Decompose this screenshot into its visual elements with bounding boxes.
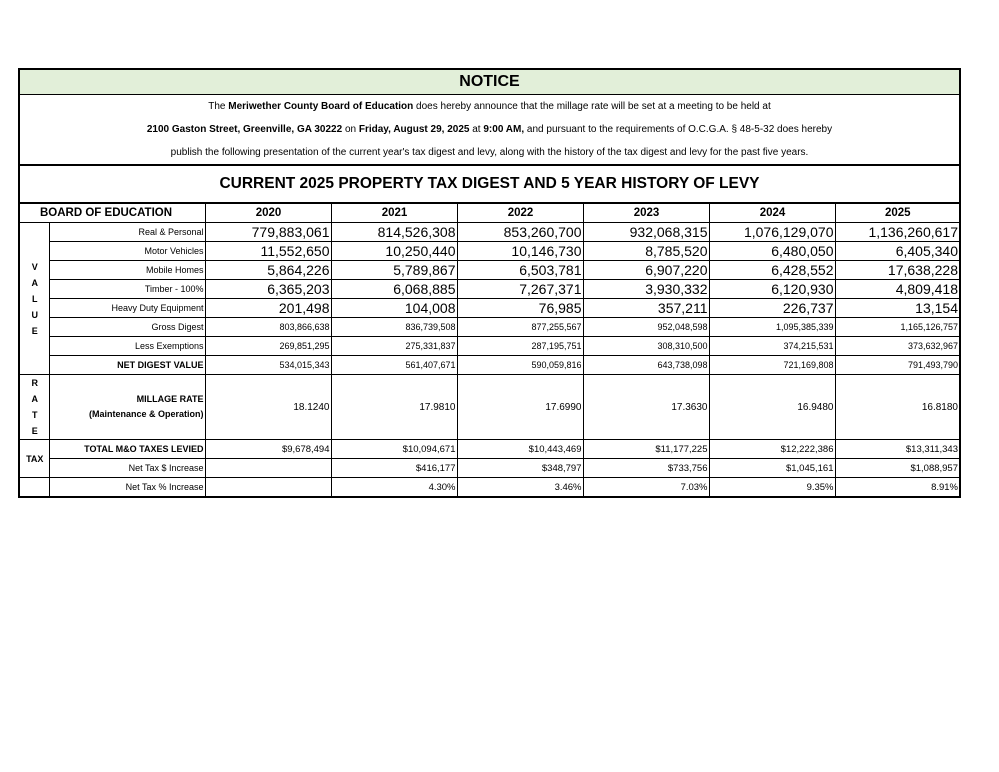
value-cell: 1,165,126,757 xyxy=(835,318,959,337)
value-cell: $11,177,225 xyxy=(583,440,709,459)
value-cell: 17.9810 xyxy=(331,375,457,440)
value-cell: 6,503,781 xyxy=(457,261,583,280)
row-label-line-1: MILLAGE RATE xyxy=(136,394,204,404)
value-cell: 7.03% xyxy=(583,478,709,497)
value-cell: 1,095,385,339 xyxy=(709,318,835,337)
value-cell: $1,088,957 xyxy=(835,459,959,478)
value-cell: 17,638,228 xyxy=(835,261,959,280)
notice-line-2-text-2: at xyxy=(469,124,484,135)
value-cell: 4.30% xyxy=(331,478,457,497)
row-label: Real & Personal xyxy=(49,223,205,242)
table-row-timber xyxy=(20,280,959,299)
value-cell: 201,498 xyxy=(205,299,331,318)
value-cell: $1,045,161 xyxy=(709,459,835,478)
value-cell: 269,851,295 xyxy=(205,337,331,356)
value-cell: 853,260,700 xyxy=(457,223,583,242)
meeting-time: 9:00 AM, xyxy=(483,124,525,135)
value-cell: $10,094,671 xyxy=(331,440,457,459)
side-letter: E xyxy=(31,426,38,436)
table-row-gross-digest xyxy=(20,318,959,337)
value-cell: 16.8180 xyxy=(835,375,959,440)
value-cell xyxy=(205,478,331,497)
value-cell: 1,136,260,617 xyxy=(835,223,959,242)
row-label xyxy=(49,375,205,440)
side-letter: T xyxy=(32,410,38,420)
side-letter: A xyxy=(31,277,38,288)
value-cell: 877,255,567 xyxy=(457,318,583,337)
value-cell: 76,985 xyxy=(457,299,583,318)
table-row-less-exemptions xyxy=(20,337,959,356)
rate-side-label xyxy=(20,375,49,440)
value-cell: 721,169,808 xyxy=(709,356,835,375)
side-letter: U xyxy=(31,309,38,320)
meeting-address: 2100 Gaston Street, Greenville, GA 30222 xyxy=(146,124,343,135)
table-row-net-tax-pct xyxy=(20,478,959,497)
row-label: TOTAL M&O TAXES LEVIED xyxy=(49,440,205,459)
notice-line-1 xyxy=(20,95,959,118)
year-header: 2024 xyxy=(709,204,835,223)
value-cell: $733,756 xyxy=(583,459,709,478)
side-letter: E xyxy=(31,325,38,336)
notice-line-1-text-2: does hereby announce that the millage rate will be set at a meeting to be held at xyxy=(413,101,771,112)
value-cell: 3,930,332 xyxy=(583,280,709,299)
row-label: Timber - 100% xyxy=(49,280,205,299)
value-cell: 17.3630 xyxy=(583,375,709,440)
value-cell: 4,809,418 xyxy=(835,280,959,299)
tax-side-blank xyxy=(20,478,49,497)
value-cell: 9.35% xyxy=(709,478,835,497)
notice-line-3: publish the following presentation of the current year's tax digest and levy, along with the history of the tax digest and levy for the past five years. xyxy=(170,147,809,158)
value-cell: 6,428,552 xyxy=(709,261,835,280)
table-row-real-personal xyxy=(20,223,959,242)
value-cell: 287,195,751 xyxy=(457,337,583,356)
row-label: Gross Digest xyxy=(49,318,205,337)
value-cell: $9,678,494 xyxy=(205,440,331,459)
row-label: Heavy Duty Equipment xyxy=(49,299,205,318)
year-header: 2023 xyxy=(583,204,709,223)
value-cell: 7,267,371 xyxy=(457,280,583,299)
tax-side-label: TAX xyxy=(20,440,49,478)
row-label: Motor Vehicles xyxy=(49,242,205,261)
value-cell: 6,405,340 xyxy=(835,242,959,261)
notice-line-1-text: The xyxy=(208,101,229,112)
side-letter: V xyxy=(31,261,38,272)
meeting-date: Friday, August 29, 2025 xyxy=(358,124,470,135)
value-cell: $13,311,343 xyxy=(835,440,959,459)
value-cell: 803,866,638 xyxy=(205,318,331,337)
value-cell: 10,250,440 xyxy=(331,242,457,261)
value-cell: 373,632,967 xyxy=(835,337,959,356)
notice-line-2-text-3: and pursuant to the requirements of O.C.G.A. § 48-5-32 does hereby xyxy=(524,124,833,135)
value-cell: 11,552,650 xyxy=(205,242,331,261)
notice-document xyxy=(18,68,961,498)
value-cell: 952,048,598 xyxy=(583,318,709,337)
notice-line-2-text: on xyxy=(342,124,359,135)
row-label: Net Tax $ Increase xyxy=(49,459,205,478)
year-header: 2021 xyxy=(331,204,457,223)
board-name: Meriwether County Board of Education xyxy=(228,101,414,112)
value-cell xyxy=(205,459,331,478)
value-cell: 561,407,671 xyxy=(331,356,457,375)
value-cell: 791,493,790 xyxy=(835,356,959,375)
header-label: BOARD OF EDUCATION xyxy=(20,204,205,223)
value-cell: $10,443,469 xyxy=(457,440,583,459)
row-label: Less Exemptions xyxy=(49,337,205,356)
digest-table xyxy=(20,204,959,496)
value-cell: 8,785,520 xyxy=(583,242,709,261)
value-cell: 226,737 xyxy=(709,299,835,318)
value-cell: 590,059,816 xyxy=(457,356,583,375)
table-row-total-levied xyxy=(20,440,959,459)
table-row-net-digest xyxy=(20,356,959,375)
value-cell: 6,480,050 xyxy=(709,242,835,261)
value-cell: 3.46% xyxy=(457,478,583,497)
table-row-net-tax-increase xyxy=(20,459,959,478)
value-cell: 308,310,500 xyxy=(583,337,709,356)
value-cell: 836,739,508 xyxy=(331,318,457,337)
value-cell: 779,883,061 xyxy=(205,223,331,242)
value-cell: 6,068,885 xyxy=(331,280,457,299)
value-cell: 643,738,098 xyxy=(583,356,709,375)
side-letter: R xyxy=(31,378,38,388)
value-cell: 13,154 xyxy=(835,299,959,318)
value-cell: 10,146,730 xyxy=(457,242,583,261)
value-cell: 1,076,129,070 xyxy=(709,223,835,242)
value-cell: 275,331,837 xyxy=(331,337,457,356)
row-label: NET DIGEST VALUE xyxy=(49,356,205,375)
value-cell: 6,365,203 xyxy=(205,280,331,299)
table-row-millage xyxy=(20,375,959,440)
value-cell: 932,068,315 xyxy=(583,223,709,242)
value-cell: 17.6990 xyxy=(457,375,583,440)
value-cell: 8.91% xyxy=(835,478,959,497)
row-label-line-2: (Maintenance & Operation) xyxy=(88,409,204,419)
value-cell: 104,008 xyxy=(331,299,457,318)
digest-title: CURRENT 2025 PROPERTY TAX DIGEST AND 5 YEAR HISTORY OF LEVY xyxy=(20,166,959,204)
row-label: Mobile Homes xyxy=(49,261,205,280)
row-label: Net Tax % Increase xyxy=(49,478,205,497)
value-cell: 374,215,531 xyxy=(709,337,835,356)
value-cell: 5,864,226 xyxy=(205,261,331,280)
value-cell: $416,177 xyxy=(331,459,457,478)
year-header: 2022 xyxy=(457,204,583,223)
value-cell: 6,120,930 xyxy=(709,280,835,299)
table-row-heavy-duty xyxy=(20,299,959,318)
table-row-motor-vehicles xyxy=(20,242,959,261)
header-row xyxy=(20,204,959,223)
year-header: 2025 xyxy=(835,204,959,223)
value-side-label xyxy=(20,223,49,375)
notice-title: NOTICE xyxy=(20,70,959,95)
value-cell: 357,211 xyxy=(583,299,709,318)
side-letter: L xyxy=(32,293,38,304)
side-letter: A xyxy=(31,394,38,404)
value-cell: 814,526,308 xyxy=(331,223,457,242)
value-cell: $348,797 xyxy=(457,459,583,478)
table-row-mobile-homes xyxy=(20,261,959,280)
value-cell: 16.9480 xyxy=(709,375,835,440)
value-cell: $12,222,386 xyxy=(709,440,835,459)
year-header: 2020 xyxy=(205,204,331,223)
notice-line-2 xyxy=(20,118,959,141)
value-cell: 5,789,867 xyxy=(331,261,457,280)
notice-body xyxy=(20,95,959,166)
value-cell: 18.1240 xyxy=(205,375,331,440)
value-cell: 534,015,343 xyxy=(205,356,331,375)
value-cell: 6,907,220 xyxy=(583,261,709,280)
